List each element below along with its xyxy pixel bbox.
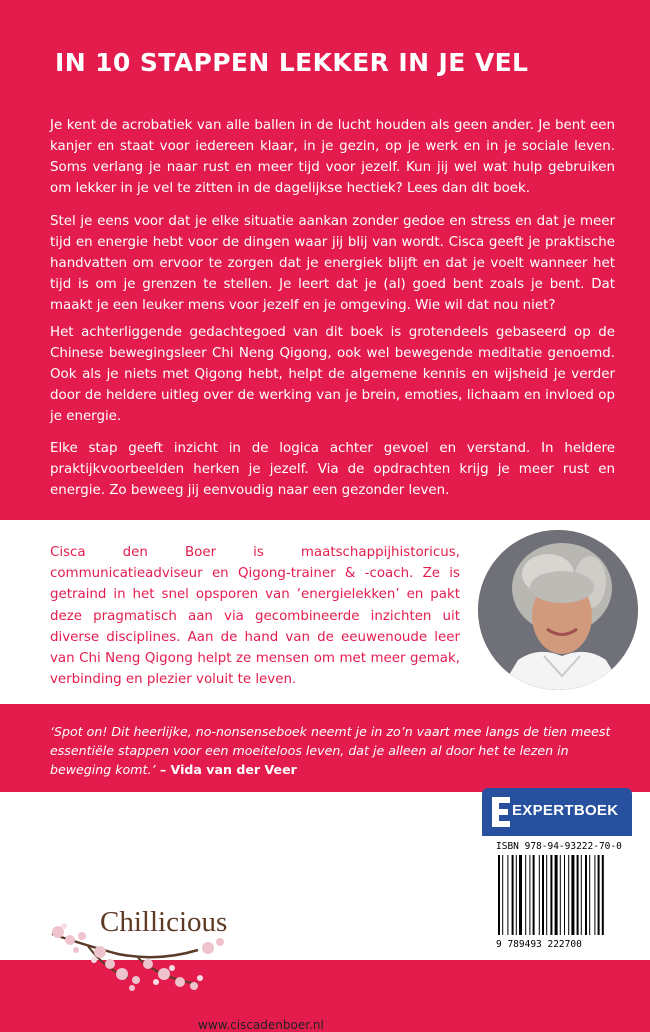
author-bio: Cisca den Boer is maatschappijhistoricus, communicatieadviseur en Qigong-trainer & -coach. Ze is getraind in het snel opsporen van ‘energielekken’ en pakt deze pragmatisch aan via gecombineerde inzichten uit diverse disciplines. Aan de hand van de eeuwenoude leer van Chi Neng Qigong helpt ze mensen om met meer gemak, verbinding en plezier voluit te leven. — [50, 545, 460, 688]
blurb-paragraph-4: Elke stap geeft inzicht in de logica achter gevoel en verstand. In heldere praktijkvoorbeelden herken je jezelf. Via de opdrachten krijg je meer rust en energie. Zo beweeg jij eenvoudig naar een gezonder leven. — [50, 441, 615, 498]
publisher-name: EXPERTBOEK — [512, 802, 619, 819]
author-photo — [478, 530, 638, 690]
brand-name: Chillicious — [100, 906, 228, 938]
website-url: www.ciscadenboer.nl — [198, 1018, 324, 1032]
chillicious-logo — [48, 890, 248, 1000]
author-bio-section — [0, 520, 650, 704]
publisher-badge — [482, 788, 632, 836]
isbn-label: ISBN 978-94-93222-70-0 — [496, 841, 622, 852]
blurb-paragraph-1: Je kent de acrobatiek van alle ballen in de lucht houden als geen ander. Je bent een kanjer en staat voor iedereen klaar, in je gezin, op je werk en in je sociale leven. Soms verlang je naar rust en meer tijd voor jezelf. Kun jij wel wat hulp gebruiken om lekker in je vel te zitten in de dagelijkse hectiek? Lees dan dit boek. — [50, 118, 615, 196]
review-quote — [50, 722, 620, 779]
quote-author: – Vida van der Veer — [155, 762, 297, 777]
quote-text: ‘Spot on! Dit heerlijke, no-nonsenseboek neemt je in zo’n vaart mee langs de tien meest essentiële stappen voor een moeiteloos leven, dat je alleen al door het te lezen in beweging komt.’ — [50, 724, 611, 777]
author-portrait-icon — [478, 530, 638, 690]
isbn-digits: 9 789493 222700 — [496, 939, 582, 950]
isbn-block — [492, 838, 642, 960]
cover-bottom-section — [0, 704, 650, 1032]
barcode-icon — [496, 855, 636, 935]
book-title: IN 10 STAPPEN LEKKER IN JE VEL — [55, 48, 529, 77]
blurb-paragraph-2: Stel je eens voor dat je elke situatie aankan zonder gedoe en stress en dat je meer tijd en energie hebt voor de dingen waar jij blij van wordt. Cisca geeft je praktische handvatten om ervoor te zorgen dat je energiek blijft en dat je voelt wanneer het tijd is om je grenzen te stellen. Je leert dat je (al) goed bent zoals je bent. Dat maakt je een leuker mens voor jezelf en je omgeving. Wie wil dat nou niet? — [50, 214, 615, 313]
blurb-paragraph-3: Het achterliggende gedachtegoed van dit boek is grotendeels gebaseerd op de Chinese bewegingsleer Chi Neng Qigong, ook wel bewegende meditatie genoemd. Ook als je niets met Qigong hebt, helpt de algemene kennis en wijsheid je verder door de heldere uitleg over de werking van je brein, emoties, lichaam en invloed op je energie. — [50, 325, 615, 424]
publisher-logo-icon — [490, 795, 512, 829]
